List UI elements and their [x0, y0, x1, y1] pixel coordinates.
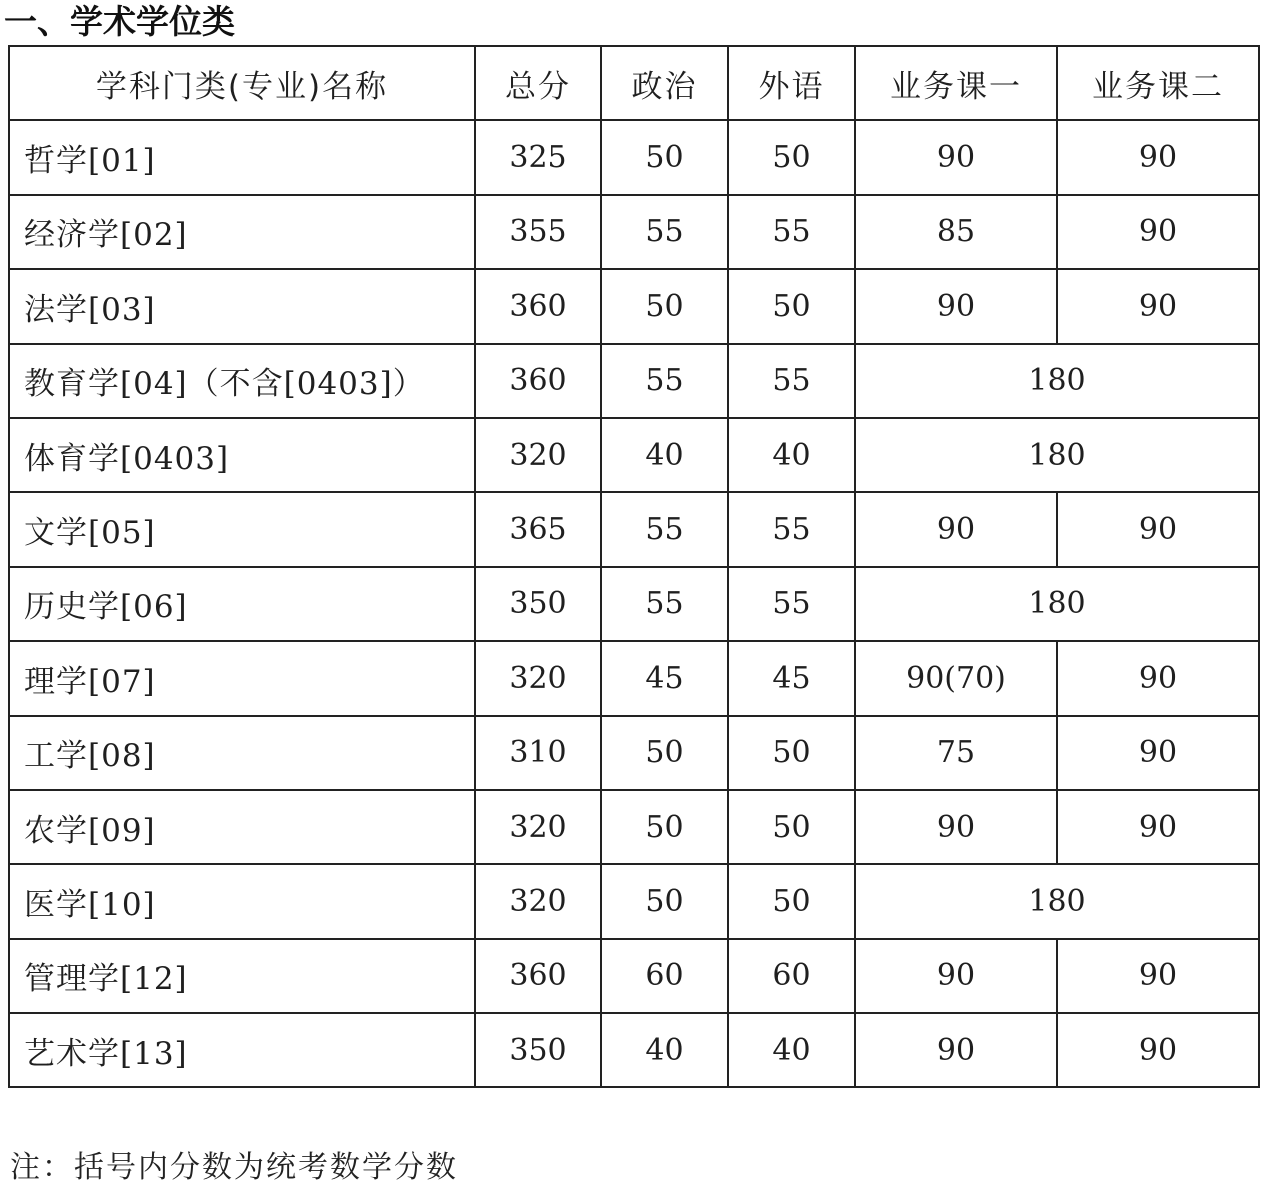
total-score-cell: 320: [475, 418, 601, 492]
politics-score-cell: 50: [601, 269, 728, 343]
politics-score-cell: 55: [601, 344, 728, 418]
table-row: [9, 864, 1259, 938]
politics-score-cell: 40: [601, 418, 728, 492]
subject-name-cell: 法学[03]: [9, 269, 475, 343]
course-two-score-cell: 90: [1057, 790, 1259, 864]
politics-score-cell: 55: [601, 567, 728, 641]
combined-course-score-cell: 180: [855, 344, 1259, 418]
header-total: 总分: [475, 46, 601, 120]
language-score-cell: 60: [728, 939, 855, 1013]
table-row: [9, 195, 1259, 269]
header-subject-name: 学科门类(专业)名称: [9, 46, 475, 120]
language-score-cell: 50: [728, 864, 855, 938]
table-row: [9, 939, 1259, 1013]
total-score-cell: 325: [475, 120, 601, 194]
course-two-score-cell: 90: [1057, 195, 1259, 269]
subject-name-cell: 经济学[02]: [9, 195, 475, 269]
subject-name-cell: 工学[08]: [9, 716, 475, 790]
combined-course-score-cell: 180: [855, 418, 1259, 492]
course-one-score-cell: 90: [855, 120, 1057, 194]
politics-score-cell: 55: [601, 195, 728, 269]
total-score-cell: 365: [475, 492, 601, 566]
total-score-cell: 350: [475, 1013, 601, 1087]
score-table: [8, 45, 1260, 1088]
language-score-cell: 55: [728, 492, 855, 566]
subject-name-cell: 教育学[04]（不含[0403]）: [9, 344, 475, 418]
combined-course-score-cell: 180: [855, 864, 1259, 938]
footnote: 注：括号内分数为统考数学分数: [10, 1150, 458, 1185]
language-score-cell: 55: [728, 344, 855, 418]
subject-name-cell: 理学[07]: [9, 641, 475, 715]
section-title: 一、学术学位类: [4, 2, 235, 41]
subject-name-cell: 艺术学[13]: [9, 1013, 475, 1087]
course-two-score-cell: 90: [1057, 939, 1259, 1013]
total-score-cell: 355: [475, 195, 601, 269]
total-score-cell: 320: [475, 864, 601, 938]
total-score-cell: 310: [475, 716, 601, 790]
language-score-cell: 45: [728, 641, 855, 715]
course-one-score-cell: 90: [855, 492, 1057, 566]
total-score-cell: 360: [475, 939, 601, 1013]
header-course-two: 业务课二: [1057, 46, 1259, 120]
table-row: [9, 269, 1259, 343]
politics-score-cell: 45: [601, 641, 728, 715]
subject-name-cell: 农学[09]: [9, 790, 475, 864]
total-score-cell: 360: [475, 344, 601, 418]
politics-score-cell: 50: [601, 864, 728, 938]
politics-score-cell: 50: [601, 120, 728, 194]
table-header-row: [9, 46, 1259, 120]
course-two-score-cell: 90: [1057, 120, 1259, 194]
table-row: [9, 344, 1259, 418]
course-one-score-cell: 90: [855, 790, 1057, 864]
table-row: [9, 120, 1259, 194]
table-row: [9, 418, 1259, 492]
politics-score-cell: 50: [601, 716, 728, 790]
table-row: [9, 492, 1259, 566]
politics-score-cell: 55: [601, 492, 728, 566]
language-score-cell: 50: [728, 790, 855, 864]
course-two-score-cell: 90: [1057, 1013, 1259, 1087]
subject-name-cell: 体育学[0403]: [9, 418, 475, 492]
header-politics: 政治: [601, 46, 728, 120]
subject-name-cell: 管理学[12]: [9, 939, 475, 1013]
course-one-score-cell: 85: [855, 195, 1057, 269]
total-score-cell: 320: [475, 641, 601, 715]
politics-score-cell: 60: [601, 939, 728, 1013]
subject-name-cell: 哲学[01]: [9, 120, 475, 194]
header-course-one: 业务课一: [855, 46, 1057, 120]
course-one-score-cell: 90(70): [855, 641, 1057, 715]
table-row: [9, 641, 1259, 715]
course-two-score-cell: 90: [1057, 641, 1259, 715]
table-row: [9, 1013, 1259, 1087]
language-score-cell: 40: [728, 418, 855, 492]
politics-score-cell: 40: [601, 1013, 728, 1087]
course-two-score-cell: 90: [1057, 716, 1259, 790]
language-score-cell: 55: [728, 195, 855, 269]
course-two-score-cell: 90: [1057, 269, 1259, 343]
combined-course-score-cell: 180: [855, 567, 1259, 641]
course-one-score-cell: 90: [855, 269, 1057, 343]
language-score-cell: 40: [728, 1013, 855, 1087]
subject-name-cell: 文学[05]: [9, 492, 475, 566]
total-score-cell: 360: [475, 269, 601, 343]
table-row: [9, 567, 1259, 641]
subject-name-cell: 医学[10]: [9, 864, 475, 938]
course-one-score-cell: 90: [855, 939, 1057, 1013]
language-score-cell: 50: [728, 716, 855, 790]
table-row: [9, 716, 1259, 790]
course-two-score-cell: 90: [1057, 492, 1259, 566]
subject-name-cell: 历史学[06]: [9, 567, 475, 641]
language-score-cell: 50: [728, 269, 855, 343]
language-score-cell: 55: [728, 567, 855, 641]
course-one-score-cell: 75: [855, 716, 1057, 790]
table-row: [9, 790, 1259, 864]
total-score-cell: 350: [475, 567, 601, 641]
total-score-cell: 320: [475, 790, 601, 864]
header-foreign-language: 外语: [728, 46, 855, 120]
course-one-score-cell: 90: [855, 1013, 1057, 1087]
language-score-cell: 50: [728, 120, 855, 194]
politics-score-cell: 50: [601, 790, 728, 864]
